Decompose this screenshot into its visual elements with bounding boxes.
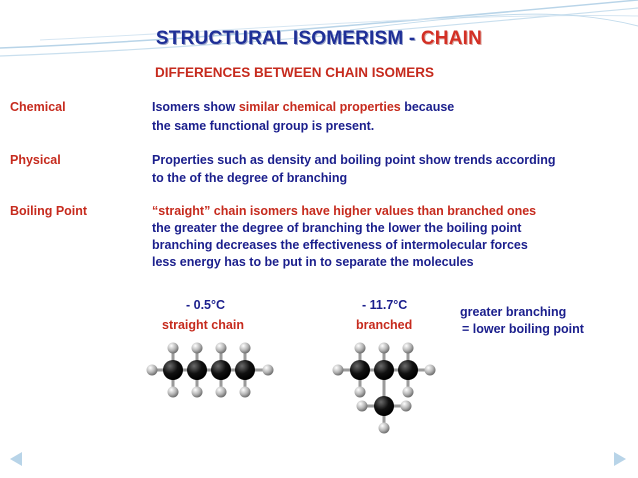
slide-subtitle: DIFFERENCES BETWEEN CHAIN ISOMERS (155, 65, 435, 80)
butane-molecule-model (140, 338, 280, 402)
slide-title-main: STRUCTURAL ISOMERISM - (155, 28, 421, 49)
straight-chain-label: straight chain (162, 318, 244, 332)
slide-title (0, 28, 638, 50)
boiling-line-4: less energy has to be put in to separate the molecules (152, 255, 474, 269)
triangle-left-icon[interactable] (10, 452, 22, 466)
slide-title-highlight: CHAIN (420, 28, 483, 49)
label-chemical: Chemical (10, 100, 66, 114)
boiling-line-1: “straight” chain isomers have higher values than branched ones (152, 204, 537, 218)
triangle-right-icon[interactable] (614, 452, 626, 466)
straight-chain-boiling-point: - 0.5°C (186, 298, 226, 312)
methylpropane-molecule-model (326, 338, 442, 438)
label-boiling-point: Boiling Point (10, 204, 88, 218)
label-physical: Physical (10, 153, 61, 167)
chemical-line-2: the same functional group is present. (152, 119, 375, 133)
chemical-line-1: Isomers show similar chemical properties because (152, 100, 455, 114)
boiling-line-2: the greater the degree of branching the lower the boiling point (152, 221, 522, 235)
branched-boiling-point: - 11.7°C (362, 298, 408, 312)
physical-line-2: to the of the degree of branching (152, 171, 348, 185)
branching-note-line-2: = lower boiling point (462, 322, 584, 336)
branching-note-line-1: greater branching (460, 305, 567, 319)
boiling-line-3: branching decreases the effectiveness of intermolecular forces (152, 238, 528, 252)
physical-line-1: Properties such as density and boiling point show trends according (152, 153, 556, 167)
branched-label: branched (356, 318, 413, 332)
